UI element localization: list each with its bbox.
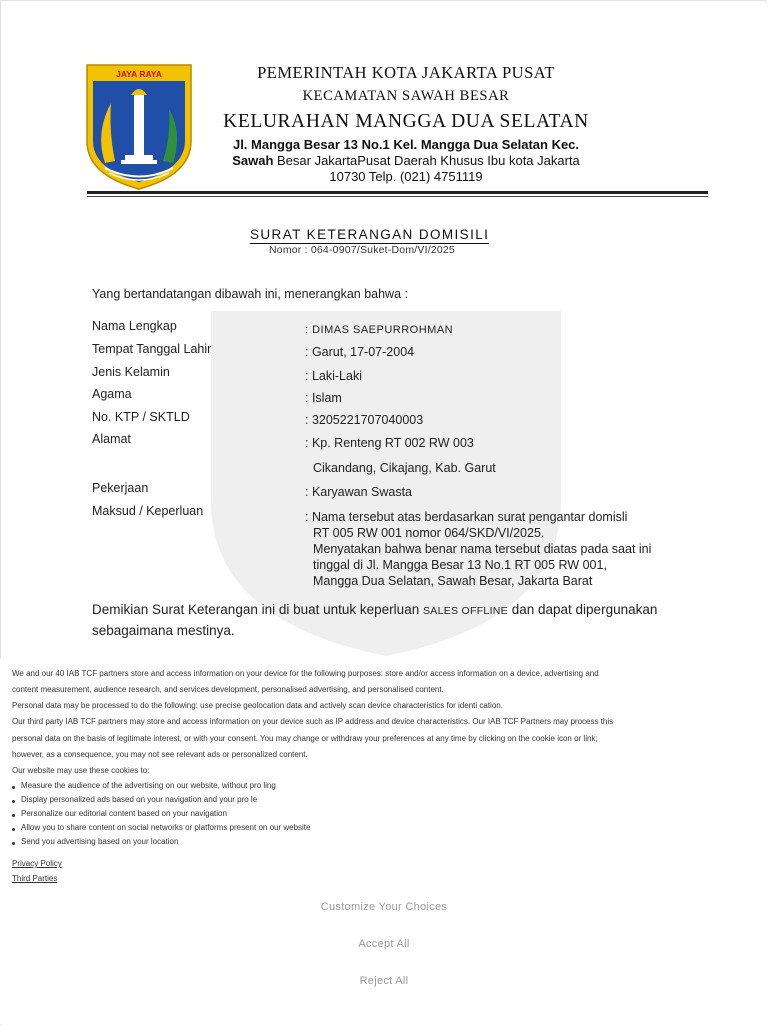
letterhead-address-3: 10730 Telp. (021) 4751119 (329, 169, 483, 184)
letterhead-address-1: Jl. Mangga Besar 13 No.1 Kel. Mangga Dua Selatan Kec. (232, 137, 580, 152)
value-nama: : DIMAS SAEPURROHMAN (305, 324, 454, 336)
value-alamat-2: Cikandang, Cikajang, Kab. Garut (313, 461, 496, 475)
maksud-line: RT 005 RW 001 nomor 064/SKD/VI/2025. (313, 526, 545, 540)
value-pekerjaan: : Karyawan Swasta (305, 485, 412, 499)
letterhead-line3: KELURAHAN MANGGA DUA SELATAN (223, 111, 589, 132)
maksud-line: Mangga Dua Selatan, Sawah Besar, Jakarta Barat (313, 574, 593, 588)
consent-text: content measurement, audience research, and services development, personalised advertising, and personalised content. (12, 685, 444, 694)
consent-text: Personal data may be processed to do the following: use precise geolocation data and actively scan device characteristics for identi cation. (12, 701, 503, 710)
letterhead-address-2: Sawah Besar JakartaPusat Daerah Khusus Ibu kota Jakarta (232, 153, 580, 168)
letterhead-line1: PEMERINTAH KOTA JAKARTA PUSAT (257, 63, 555, 82)
value-jenis-kelamin: : Laki-Laki (305, 369, 362, 383)
consent-text: We and our 40 IAB TCF partners store and access information on your device for the following purposes: store and/or access information on a device, advertising and (12, 669, 599, 678)
consent-purpose-list (12, 779, 310, 849)
privacy-policy-link[interactable]: Privacy Policy (12, 859, 62, 868)
consent-text: Our third party IAB TCF partners may store and access information on your device such as IP address and device characteristics. Our IAB TCF Partners may process this (12, 717, 614, 726)
consent-text: Our website may use these cookies to: (12, 766, 150, 775)
list-item: Send you advertising based on your location (12, 835, 310, 849)
document-title: SURAT KETERANGAN DOMISILI (250, 227, 490, 242)
label-jenis-kelamin: Jenis Kelamin (92, 365, 170, 379)
maksud-line: Menyatakan bahwa benar nama tersebut diatas pada saat ini (313, 542, 652, 556)
document-number: Nomor : 064-0907/Suket-Dom/VI/2025 (269, 245, 455, 255)
closing-purpose: SALES OFFLINE (422, 605, 508, 617)
value-alamat-1: : Kp. Renteng RT 002 RW 003 (305, 436, 474, 450)
value-maksud (305, 509, 651, 589)
customize-choices-button[interactable]: Customize Your Choices (234, 901, 534, 913)
maksud-line: tinggal di Jl. Mangga Besar 13 No.1 RT 005 RW 001, (313, 558, 607, 572)
jaya-raya-logo (85, 63, 193, 191)
label-agama: Agama (92, 387, 132, 401)
third-parties-link[interactable]: Third Parties (12, 874, 58, 883)
label-ktp: No. KTP / SKTLD (92, 410, 190, 424)
label-ttl: Tempat Tanggal Lahir (92, 342, 212, 356)
list-item: Personalize our editorial content based on your navigation (12, 807, 310, 821)
label-alamat: Alamat (92, 432, 131, 446)
maksud-line: : Nama tersebut atas berdasarkan surat pengantar domisli (305, 510, 628, 524)
label-pekerjaan: Pekerjaan (92, 481, 149, 495)
letterhead (196, 61, 616, 185)
value-ttl: : Garut, 17-07-2004 (305, 345, 415, 359)
cookie-consent-panel (0, 658, 768, 1024)
consent-text: however, as a consequence, you may not see relevant ads or personalized content. (12, 750, 308, 759)
letterhead-line2: KECAMATAN SAWAH BESAR (302, 88, 510, 104)
value-agama: : Islam (305, 391, 342, 405)
list-item: Allow you to share content on social networks or platforms present on our website (12, 821, 310, 835)
list-item: Display personalized ads based on your navigation and your pro le (12, 793, 310, 807)
value-ktp: : 3205221707040003 (305, 413, 424, 427)
label-nama: Nama Lengkap (92, 319, 177, 333)
reject-all-button[interactable]: Reject All (234, 975, 534, 987)
accept-all-button[interactable]: Accept All (234, 938, 534, 950)
letterhead-divider (87, 191, 708, 194)
letterhead-divider-thin (87, 196, 708, 197)
closing-statement: Demikian Surat Keterangan ini di buat untuk keperluan SALES OFFLINE dan dapat dipergunakan sebagaimana mestinya. (92, 602, 658, 638)
svg-text:JAYA RAYA: JAYA RAYA (116, 69, 162, 79)
intro-text: Yang bertandatangan dibawah ini, menerangkan bahwa : (92, 287, 408, 301)
label-maksud: Maksud / Keperluan (92, 504, 204, 518)
list-item: Measure the audience of the advertising on our website, without pro ling (12, 779, 310, 793)
consent-text: personal data on the basis of legitimate interest, or with your consent. You may change or withdraw your preferences at any time by clicking on the cookie icon or link; (12, 734, 598, 743)
